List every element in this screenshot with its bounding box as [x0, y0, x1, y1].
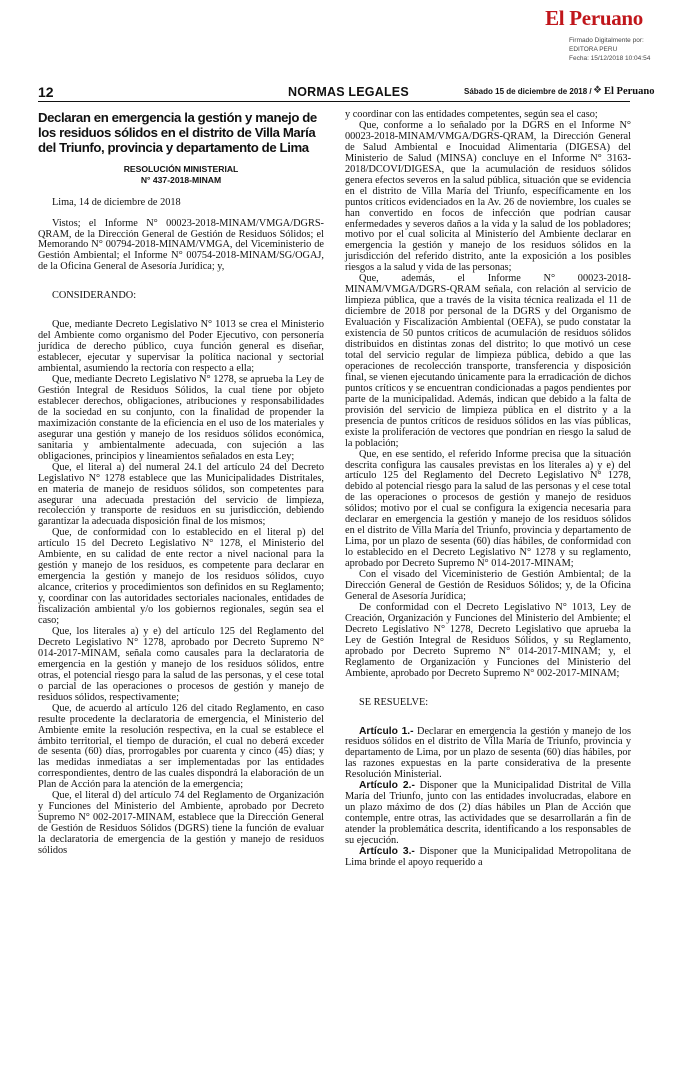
digital-signature: [569, 36, 650, 63]
right-column: [345, 110, 631, 869]
resolution-heading: [38, 164, 324, 186]
crest-icon: ❖: [593, 85, 602, 96]
article-3: [345, 847, 631, 869]
signature-line: Firmado Digitalmente por:: [569, 37, 644, 44]
paragraph: Con el visado del Viceministerio de Gestión Ambiental; de la Dirección General de Gestión de Residuos Sólidos; y, de la Oficina General de Asesoría Jurídica;: [345, 569, 631, 602]
signature-line: Fecha: 15/12/2018 10:04:54: [569, 55, 651, 62]
article-label: Artículo 3.-: [359, 846, 415, 857]
article-label: Artículo 2.-: [359, 780, 415, 792]
signature-line: EDITORA PERU: [569, 46, 618, 53]
article-1: [345, 727, 631, 782]
header-rule: [38, 101, 630, 102]
article-title: Declaran en emergencia la gestión y manejo de los residuos sólidos en el distrito de Villa María del Triunfo, provincia y departamento de Lima: [38, 110, 317, 156]
el-peruano-logo: El Peruano: [545, 6, 643, 30]
paragraph: Que, mediante Decreto Legislativo N° 1013 se crea el Ministerio del Ambiente como organismo del Poder Ejecutivo, con personería jurídica de derecho público, cuya función general es diseñar, establecer, ejecutar y supervisar la política nacional y sectorial ambiental, asumiendo la rectoría con respecto a ella;: [38, 319, 324, 375]
paragraph: Que, mediante Decreto Legislativo N° 1278, se aprueba la Ley de Gestión Integral de Residuos Sólidos, la cual tiene por objeto establecer derechos, obligaciones, atribuciones y responsabilidades de la sociedad en su conjunto, con la finalidad de propender la maximización constante de la eficiencia en el uso de los materiales y asegurar una gestión y manejo de los residuos sólidos económica, sanitaria y ambientalmente adecuada, con sujeción a las obligaciones, principios y lineamientos señalados en esta Ley;: [38, 374, 324, 462]
article-text: Disponer que la Municipalidad Distrital de Villa María del Triunfo, junto con las entidades involucradas, elabore en un plazo máximo de dos (2) días hábiles un Plan de Acción que contemple, entre otras, las actividades que se desarrollarán a fin de atender la problemática descrita, identificando a los responsables de su ejecución.: [345, 780, 632, 847]
page-header: [38, 84, 655, 100]
article-text: Declarar en emergencia la gestión y manejo de los residuos sólidos en el distrito de Villa María de Triunfo, provincia y departamento de Lima, por un plazo de sesenta (60) días hábiles, por las razones expuestas en la parte considerativa de la presente Resolución Ministerial.: [345, 725, 631, 781]
paragraph: Que, el literal d) del artículo 74 del Reglamento de Organización y Funciones del Ministerio del Ambiente, aprobado por Decreto Supremo N° 002-2017-MINAM, establece que la Dirección General de Gestión de Residuos Sólidos (DGRS) tiene la función de evaluar la declaratoria de emergencia de la gestión y manejo de residuos sólidos: [38, 790, 324, 857]
issue-date: Sábado 15 de diciembre de 2018 /: [464, 87, 592, 96]
article-label: Artículo 1.-: [359, 725, 414, 737]
section-title: NORMAS LEGALES: [288, 85, 409, 99]
resolution-number: N° 437-2018-MINAM: [140, 174, 222, 185]
paragraph: Que, conforme a lo señalado por la DGRS en el Informe N° 00023-2018-MINAM/VMGA/DGRS-QRAM, la Dirección General de Salud Ambiental e Inocuidad Alimentaria (DIGESA) del Ministerio de Salud (MINSA) concluye en el Informe N° 3163-2018/DCOVI/DIGESA, que la acumulación de residuos sólidos genera efectos severos en la salud pública, situación que se evidencia en el distrito de Villa María del Triunfo, específicamente en los puntos críticos evidenciados en la Av. 26 de noviembre, los cuales se han convertido en focos de infección que podrían causar enfermedades y severos daños a la vida y la salud de los pobladores; motivo por el cual solicita al Ministerio del Ambiente declarar en emergencia la gestión y manejo de los residuos sólidos en la jurisdicción del referido distrito, ante la exposición a los posibles riesgos a la salud y vida de las personas;: [345, 119, 631, 274]
header-brand: El Peruano: [604, 86, 655, 97]
paragraph: De conformidad con el Decreto Legislativo N° 1013, Ley de Creación, Organización y Funciones del Ministerio del Ambiente; el Decreto Legislativo N° 1278, Decreto Legislativo que aprueba la Ley de Gestión Integral de Residuos Sólidos, y su Reglamento, aprobado por Decreto Supremo N° 014-2017-MINAM; y, el Reglamento de Organización y Funciones del Ministerio del Ambiente, aprobado por Decreto Supremo N° 002-2017-MINAM;: [345, 601, 631, 679]
article-text: Disponer que la Municipalidad Metropolitana de Lima brinde el apoyo requerido a: [345, 846, 632, 868]
resolution-type: RESOLUCIÓN MINISTERIAL: [123, 163, 239, 174]
se-resuelve-heading: SE RESUELVE:: [359, 696, 429, 708]
paragraph: y coordinar con las entidades competentes, según sea el caso;: [345, 109, 598, 120]
article-2: [345, 781, 631, 847]
paragraph: Que, los literales a) y e) del artículo 125 del Reglamento del Decreto Legislativo N° 1278, aprobado por Decreto Supremo N° 014-2017-MINAM, señala como causales para la declaratoria de emergencia en la gestión y manejo de los residuos sólidos, entre otras, el potencial riesgo para la salud de las personas, y el cese total o parcial de las operaciones o procesos de gestión y manejo de residuos sólidos, respectivamente;: [38, 625, 324, 703]
paragraph: Que, el literal a) del numeral 24.1 del artículo 24 del Decreto Legislativo N° 1278 establece que las Municipalidades Distritales, en materia de manejo de residuos sólidos, son competentes para asegurar una adecuada prestación del servicio de limpieza, recolección y transporte de residuos en su jurisdicción, debiendo garantizar la adecuada disposición final de los mismos;: [38, 461, 324, 528]
left-column: [38, 110, 324, 857]
page-number: 12: [38, 84, 54, 100]
paragraph: Que, de conformidad con lo establecido en el literal p) del artículo 15 del Decreto Legislativo N° 1278, el Ministerio del Ambiente, en su calidad de ente rector a nivel nacional para la gestión y manejo de los residuos, es competente para declarar en emergencia la gestión y manejo de los residuos sólidos, cuyo alcance, criterios y procedimientos son definidos en su Reglamento; y, coordinar con las autoridades sectoriales nacionales, entidades de fiscalización ambiental y/o los gobiernos regionales, según sea el caso;: [38, 527, 324, 627]
paragraph: Que, en ese sentido, el referido Informe precisa que la situación descrita configura las causales previstas en los literales a) y e) del artículo 125 del Reglamento del Decreto Legislativo N° 1278, debido al potencial riesgo para la salud de las personas y el cese total de las operaciones o procesos de gestión y manejo de residuos sólidos; motivo por el cual se configura la exigencia necesaria para declarar en emergencia la gestión y manejo de los residuos sólidos en el distrito de Villa María del Triunfo, provincia y departamento de Lima, por un plazo de sesenta (60) días hábiles, de conformidad con lo establecido en el Decreto Legislativo N° 1278 y su reglamento, aprobado por Decreto Supremo N° 014-2017-MINAM;: [345, 448, 631, 570]
vistos-paragraph: Vistos; el Informe N° 00023-2018-MINAM/VMGA/DGRS-QRAM, de la Dirección General de Gestión de Residuos Sólidos; el Memorando N° 00794-2018-MINAM/VMGA, del Viceministerio de Gestión Ambiental; el Informe N° 00754-2018-MINAM/SG/OGAJ, de la Oficina General de Asesoría Jurídica; y,: [38, 217, 324, 273]
considerando-heading: CONSIDERANDO:: [52, 290, 137, 302]
paragraph: Que, de acuerdo al artículo 126 del citado Reglamento, en caso resulte procedente la declaratoria de emergencia, el Ministerio del Ambiente emite la resolución respectiva, en la cual se establece el ámbito territorial, el tiempo de duración, el cual no deberá exceder de sesenta (60) días, prorrogables por cuarenta y cinco (45) días; y las medidas inmediatas a ser implementadas por las entidades correspondientes, dentro de las cuales dispondrá la elaboración de un Plan de Acción para la atención de la emergencia;: [38, 702, 324, 791]
place-date: Lima, 14 de diciembre de 2018: [52, 196, 181, 208]
paragraph: Que, además, el Informe N° 00023-2018-MINAM/VMGA/DGRS-QRAM señala, con relación al servicio de limpieza pública, que a través de la visita técnica realizada el 11 de diciembre de 2018 por personal de la DGRS y del Organismo de Evaluación y Fiscalización Ambiental (OEFA), se pudo constatar la existencia de 50 puntos críticos de acumulación de residuos sólidos distribuidos en distintas zonas del distrito; lo que motivó un cese total del servicio regular de limpieza pública, debido a que las operaciones de recolección transporte, transferencia y disposición final, se vienen ejecutando únicamente para la erradicación de dichos puntos críticos y se encuentran condicionadas a pagos pendientes por parte de la municipalidad. Además, indican que debido a la falta de provisión del servicio de limpieza pública en el distrito y a la presencia de puntos críticos de residuos sólidos en las vías públicas, existe la proliferación de vectores que pondrían en riesgo la salud de la población;: [345, 273, 631, 449]
